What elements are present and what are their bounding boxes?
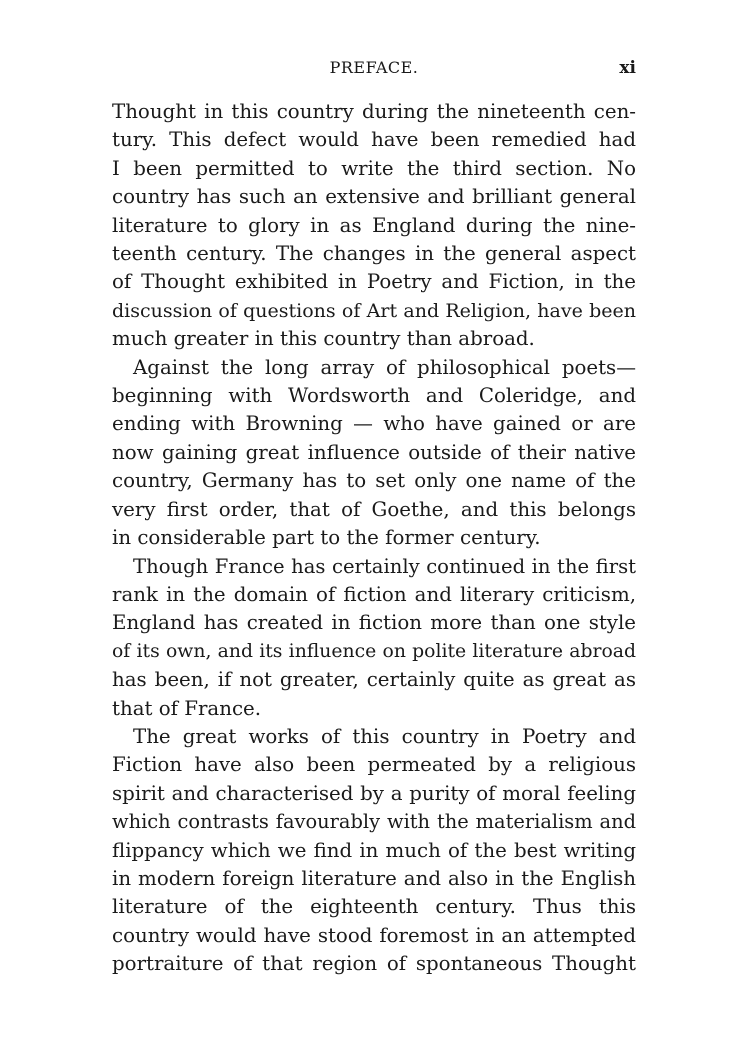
running-head — [112, 58, 636, 82]
text-line: Though France has certainly continued in the first — [133, 554, 636, 578]
text-line: now gaining great influence outside of their native — [112, 440, 636, 464]
text-line: has been, if not greater, certainly quite as great as — [112, 668, 636, 692]
text-line: much greater in this country than abroad. — [112, 327, 535, 351]
text-line: beginning with Wordsworth and Coleridge, and — [112, 384, 636, 408]
text-line: country, Germany has to set only one name of the — [112, 469, 636, 493]
text-line: of Thought exhibited in Poetry and Fiction, in the — [112, 270, 636, 294]
text-line: teenth century. The changes in the general aspect — [112, 242, 636, 266]
page-number: xi — [619, 58, 636, 78]
text-line: discussion of questions of Art and Religion, have been — [112, 299, 636, 322]
text-line: which contrasts favourably with the materialism and — [112, 810, 636, 834]
text-line: The great works of this country in Poetry and — [133, 724, 636, 748]
text-line: rank in the domain of fiction and literary criticism, — [112, 582, 636, 606]
text-line: country has such an extensive and brilliant general — [112, 185, 636, 209]
text-line: ending with Browning — who have gained or are — [112, 412, 636, 436]
text-line: country would have stood foremost in an attempted — [112, 923, 636, 947]
text-line: flippancy which we find in much of the best writing — [112, 838, 636, 862]
text-line: I been permitted to write the third section. No — [112, 156, 636, 180]
text-line: literature to glory in as England during the nine- — [112, 213, 636, 237]
text-line: in considerable part to the former century. — [112, 526, 541, 550]
text-line: of its own, and its influence on polite literature abroad — [112, 640, 636, 662]
text-line: Against the long array of philosophical poets— — [133, 355, 636, 379]
body-text — [112, 98, 636, 979]
text-line: that of France. — [112, 696, 262, 720]
text-line: portraiture of that region of spontaneous Thought — [112, 952, 636, 976]
text-line: very first order, that of Goethe, and this belongs — [112, 497, 636, 521]
text-line: spirit and characterised by a purity of moral feeling — [112, 781, 636, 805]
text-line: England has created in fiction more than one style — [112, 611, 636, 635]
running-title: PREFACE. — [329, 58, 419, 77]
text-line: Fiction have also been permeated by a religious — [112, 753, 636, 777]
text-line: literature of the eighteenth century. Thus this — [112, 895, 636, 919]
text-line: tury. This defect would have been remedied had — [112, 128, 636, 152]
text-line: Thought in this country during the nineteenth cen- — [112, 100, 636, 123]
text-line: in modern foreign literature and also in the English — [112, 866, 636, 890]
